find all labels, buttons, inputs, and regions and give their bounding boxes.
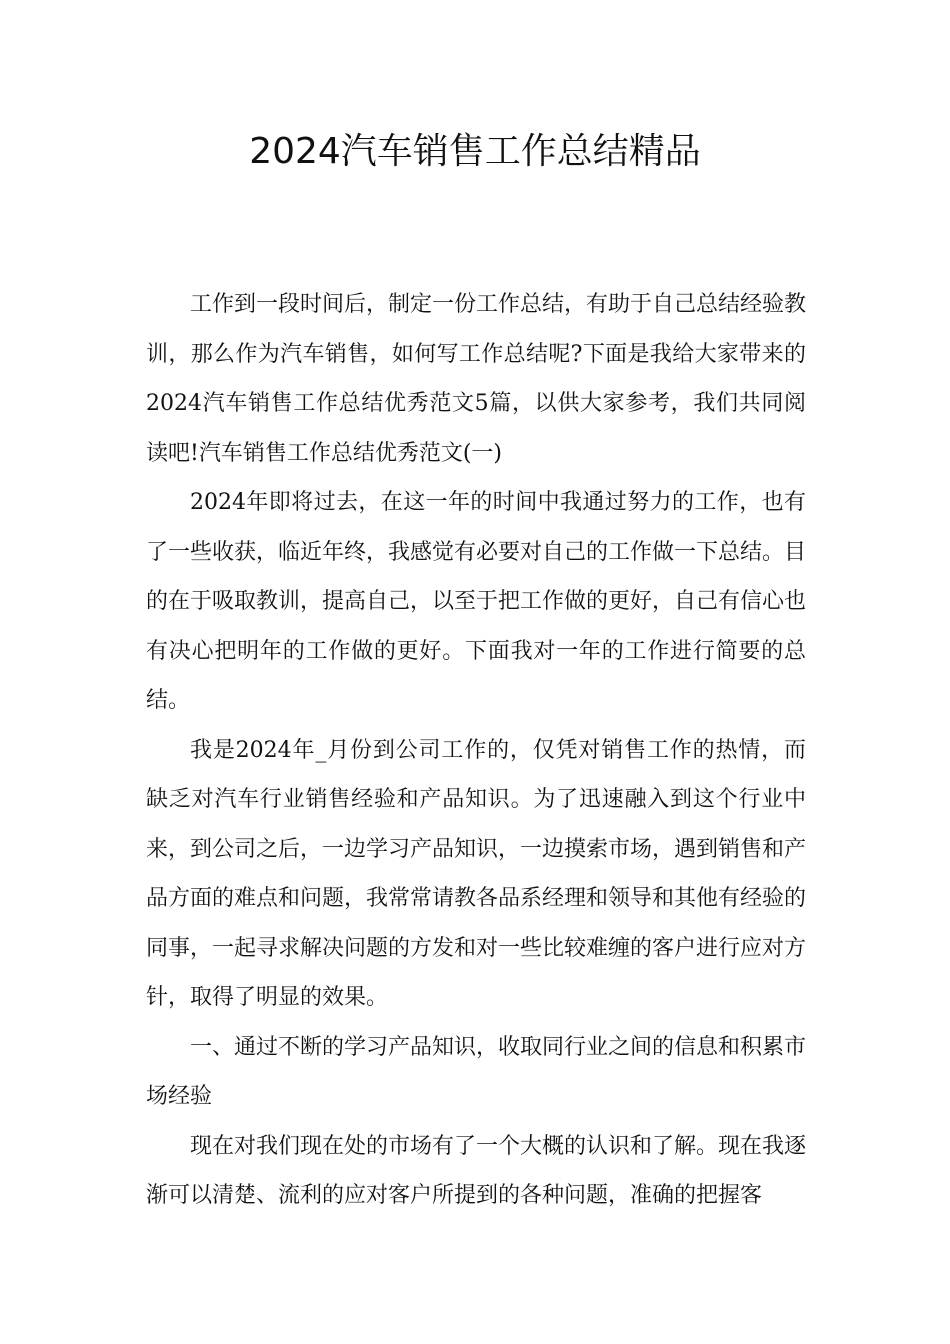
paragraph-joining-company: 我是2024年_月份到公司工作的，仅凭对销售工作的热情，而缺乏对汽车行业销售经验和产品知识。为了迅速融入到这个行业中来，到公司之后，一边学习产品知识，一边摸索市场，遇到销售和产品方面的难点和问题，我常常请教各品系经理和领导和其他有经验的同事，一起寻求解决问题的方发和对一些比较难缠的客户进行应对方针，取得了明显的效果。: [146, 737, 807, 1010]
paragraph-market-knowledge: 现在对我们现在处的市场有了一个大概的认识和了解。现在我逐渐可以清楚、流利的应对客户所提到的各种问题，准确的把握客: [146, 1133, 807, 1208]
paragraph-year-summary: 2024年即将过去，在这一年的时间中我通过努力的工作，也有了一些收获，临近年终，我感觉有必要对自己的工作做一下总结。目的在于吸取教训，提高自己，以至于把工作做的更好，自己有信心也有决心把明年的工作做的更好。下面我对一年的工作进行简要的总结。: [146, 490, 807, 713]
document-body: [146, 280, 806, 1221]
document-title: 2024汽车销售工作总结精品: [249, 131, 701, 172]
section-heading-one: 一、通过不断的学习产品知识，收取同行业之间的信息和积累市场经验: [146, 1034, 807, 1109]
paragraph-intro: 工作到一段时间后，制定一份工作总结，有助于自己总结经验教训，那么作为汽车销售，如何写工作总结呢?下面是我给大家带来的2024汽车销售工作总结优秀范文5篇，以供大家参考，我们共同阅读吧!汽车销售工作总结优秀范文(一): [146, 292, 807, 466]
